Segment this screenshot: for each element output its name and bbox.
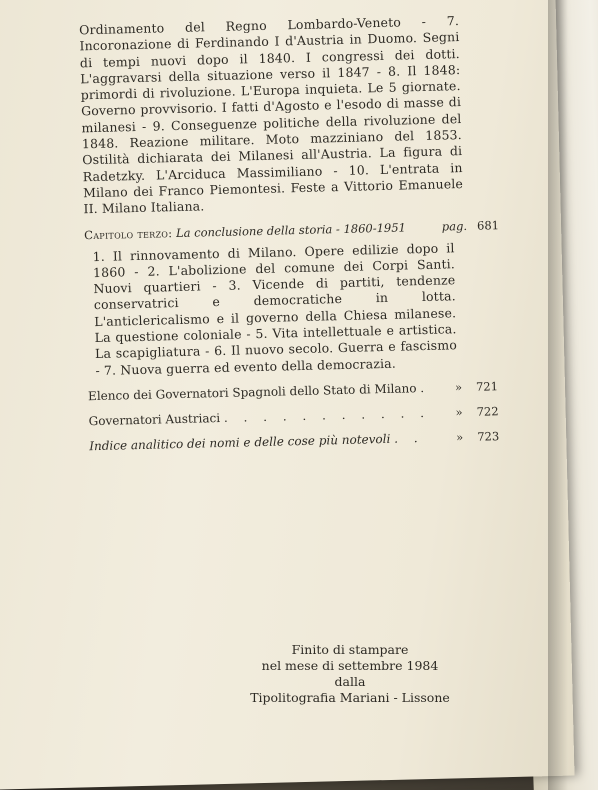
toc-entry-governatori-spagnoli xyxy=(87,379,499,404)
colophon-line: dalla xyxy=(334,674,366,689)
page-text xyxy=(78,13,500,454)
toc-entry-governatori-austriaci xyxy=(88,404,499,429)
toc-entry-page-number: 723 xyxy=(477,429,500,444)
toc-entry-label: Governatori Austriaci xyxy=(88,410,221,429)
colophon xyxy=(240,642,460,706)
body-paragraph-2: 1. Il rinnovamento di Milano. Opere edilizie dopo il 1860 - 2. L'abolizione del comune dei Corpi Santi. Nuovi quartieri - 3. Vicende di partiti, tendenze conservatrici e democratiche in lotta. L'anticlericalismo e il governo della Chiesa milanese. La questione coloniale - 5. Vita intellettuale e artistica. La scapigliatura - 6. Il nuovo secolo. Guerra e fascismo - 7. Nuova guerra ed evento della democrazia. xyxy=(92,239,458,378)
toc-entry-ditto: » xyxy=(454,380,463,395)
body-paragraph-1: Ordinamento del Regno Lombardo-Veneto - 7. Incoronazione di Ferdinando I d'Austria in Duomo. Segni di tempi nuovi dopo il 1840. I congressi dei dotti. L'aggravarsi della situazione verso il 1847 - 8. Il 1848: primordi di rivoluzione. L'Europa inquieta. Le 5 giornate. Governo provvisorio. I fatti d'Agosto e l'esodo di masse di milanesi - 9. Conseguenze politiche della rivoluzione del 1848. Reazione militare. Moto mazziniano del 1853. Ostilità dichiarata dei Milanesi all'Austria. La figura di Radetzky. L'Arciduca Massimiliano - 10. L'entrata in Milano dei Franco Piemontesi. Feste a Vittorio Emanuele II. Milano Italiana. xyxy=(78,13,464,217)
toc-entry-dots: . . xyxy=(393,430,424,446)
toc-entry-dots: . . . . . . . . . . . xyxy=(223,405,431,425)
chapter-title: La conclusione della storia - 1860-1951 xyxy=(175,219,407,240)
toc-entry-page xyxy=(455,404,498,420)
toc-entry-ditto: » xyxy=(455,405,463,420)
toc-entry-label: Indice analitico dei nomi e delle cose più notevoli xyxy=(89,431,391,454)
toc-entry-page-number: 722 xyxy=(476,404,499,419)
chapter-label: Capitolo terzo: xyxy=(83,225,173,242)
toc-entry-page xyxy=(456,429,499,445)
chapter-page-ref xyxy=(442,218,500,234)
colophon-line: Finito di stampare xyxy=(291,642,409,657)
chapter-page-number: 681 xyxy=(476,217,500,233)
colophon-line: nel mese di settembre 1984 xyxy=(261,658,439,673)
toc-entry-indice-analitico xyxy=(89,429,500,454)
colophon-line: Tipolitografia Mariani - Lissone xyxy=(250,690,450,705)
chapter-heading xyxy=(83,217,500,243)
page-edge-shadow xyxy=(548,0,568,790)
toc-entry-page xyxy=(455,379,498,395)
toc-entry-ditto: » xyxy=(456,430,464,445)
toc-entry-dots: . xyxy=(420,380,431,396)
toc-entry-page-number: 721 xyxy=(475,379,499,394)
toc-entry-label: Elenco dei Governatori Spagnoli dello Stato di Milano xyxy=(87,381,417,404)
chapter-pag-label: pag. xyxy=(441,218,468,234)
